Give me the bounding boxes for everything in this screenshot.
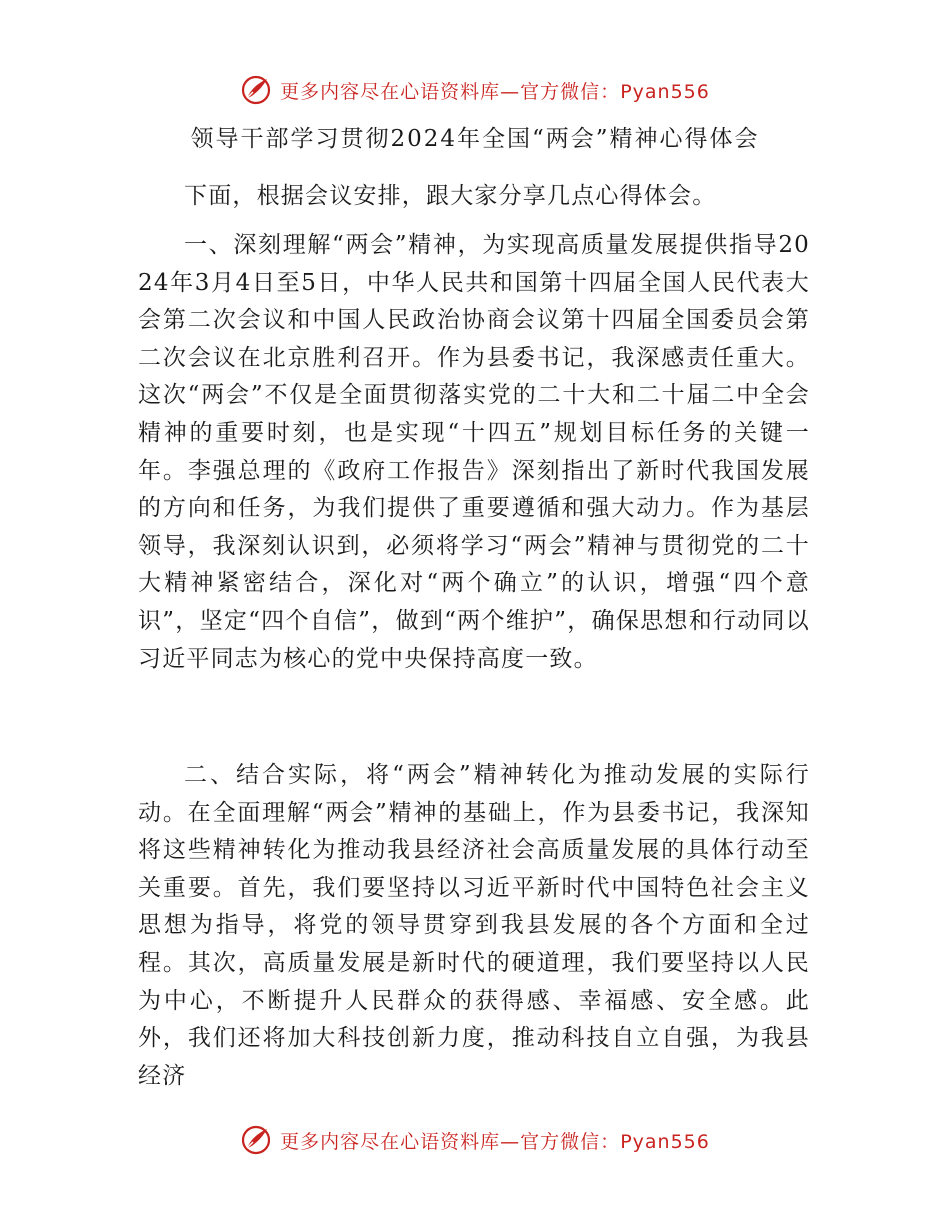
intro-paragraph: 下面，根据会议安排，跟大家分享几点心得体会。	[184, 183, 717, 209]
banner-site-text: 更多内容尽在心语资料库	[280, 80, 501, 103]
document-title: 领导干部学习贯彻2024年全国“两会”精神心得体会	[190, 126, 760, 152]
footer-watermark-banner	[0, 1120, 950, 1160]
body-paragraph-1: 一、深刻理解“两会”精神，为实现高质量发展提供指导2024年3月4日至5日，中华人民共和国第十四届全国人民代表大会第二次会议和中国人民政治协商会议第十四届全国委员会第二次会议在北京胜利召开。作为县委书记，我深感责任重大。这次“两会”不仅是全面贯彻落实党的二十大和二十届二中全会精神的重要时刻，也是实现“十四五”规划目标任务的关键一年。李强总理的《政府工作报告》深刻指出了新时代我国发展的方向和任务，为我们提供了重要遵循和强大动力。作为基层领导，我深刻认识到，必须将学习“两会”精神与贯彻党的二十大精神紧密结合，深化对“两个确立”的认识，增强“四个意识”，坚定“四个自信”，做到“两个维护”，确保思想和行动同以习近平同志为核心的党中央保持高度一致。	[138, 232, 810, 672]
banner-text	[280, 1127, 710, 1154]
header-watermark-banner	[0, 70, 950, 110]
banner-text	[280, 77, 710, 104]
banner-wechat-label: 官方微信：	[520, 80, 621, 103]
banner-site-text: 更多内容尽在心语资料库	[280, 1130, 501, 1153]
quill-pen-icon	[240, 74, 272, 106]
banner-dash: —	[500, 1130, 521, 1153]
banner-dash: —	[500, 80, 521, 103]
banner-wechat-id: Pyan556	[620, 1130, 710, 1153]
banner-wechat-id: Pyan556	[620, 80, 710, 103]
quill-pen-icon	[240, 1124, 272, 1156]
body-paragraph-2: 二、结合实际，将“两会”精神转化为推动发展的实际行动。在全面理解“两会”精神的基础上，作为县委书记，我深知将这些精神转化为推动我县经济社会高质量发展的具体行动至关重要。首先，我们要坚持以习近平新时代中国特色社会主义思想为指导，将党的领导贯穿到我县发展的各个方面和全过程。其次，高质量发展是新时代的硬道理，我们要坚持以人民为中心，不断提升人民群众的获得感、幸福感、安全感。此外，我们还将加大科技创新力度，推动科技自立自强，为我县经济	[138, 762, 810, 1089]
banner-wechat-label: 官方微信：	[520, 1130, 621, 1153]
